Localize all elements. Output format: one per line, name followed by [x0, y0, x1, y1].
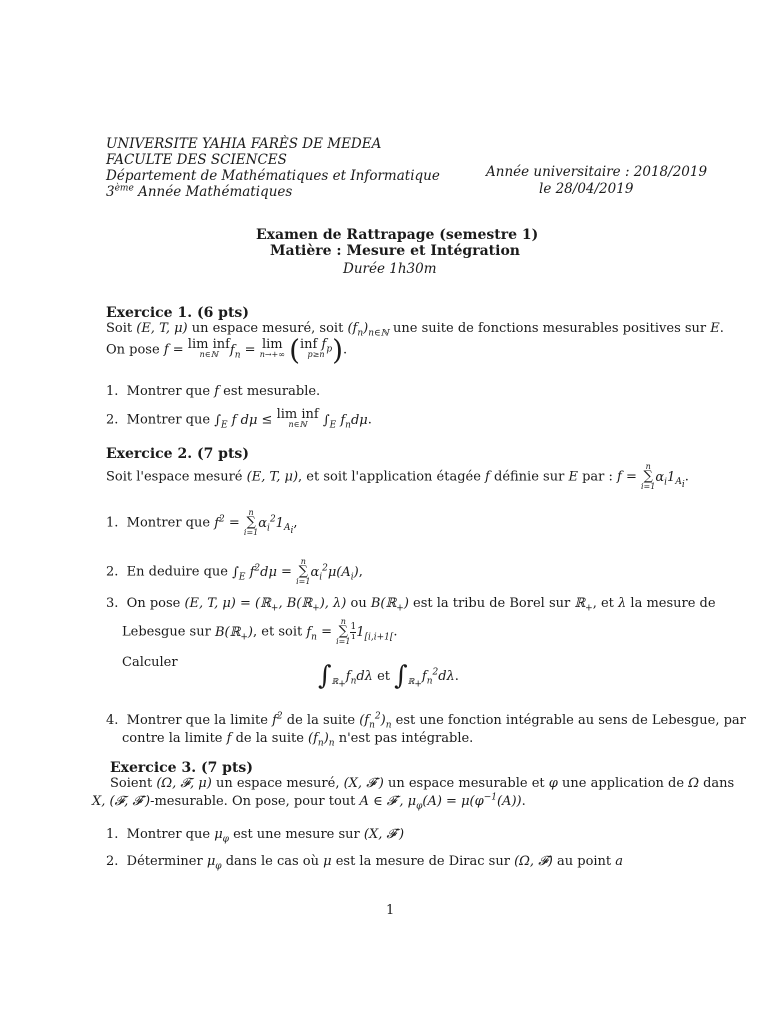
exercise-2-question-4: 4. Montrer que la limite $f^2$ de la suite $(f_n^2)_n$ est une fonction intégrable au sens de Lebesgue, par	[106, 711, 746, 731]
page-number: 1	[386, 903, 395, 918]
exercise-3-intro-cont: X, (𝓕, 𝓕′)-mesurable. On pose, pour tout A ∈ 𝓕′, $\mu_\varphi(A) = \mu(\varphi^{-1}(A))$.	[92, 792, 526, 812]
exam-date: le 28/04/2019	[539, 181, 634, 197]
exercise-2-intro: Soit l'espace mesuré (E, T, μ), et soit l'application étagée f définie sur E par : f = n ∑ i=1 $\alpha_i1_{A_i}$.	[106, 462, 689, 491]
university-name: UNIVERSITE YAHIA FARÈS DE MEDEA	[106, 136, 382, 152]
study-year: 3ème Année Mathématiques	[106, 183, 293, 200]
exercise-1-question-1: 1. Montrer que f est mesurable.	[106, 384, 321, 399]
exercise-2-question-3: 3. On pose (E, T, μ) = (ℝ$_+$, B(ℝ$_+$), λ) ou B(ℝ$_+$) est la tribu de Borel sur ℝ$_+$, et λ la mesure de	[106, 596, 716, 614]
exercise-1-intro: Soit (E, T, μ) un espace mesuré, soit $(f_n)_{n\in ℕ}$ une suite de fonctions mesurables positives sur E.	[106, 321, 724, 339]
exercise-3-heading: Exercice 3. (7 pts)	[110, 760, 253, 776]
exercise-2-question-1: 1. Montrer que $f^2$ = n ∑ i=1 $\alpha_i^21_{A_i}$,	[106, 508, 298, 537]
exercise-3-question-2: 2. Déterminer $\mu_\varphi$ dans le cas où μ est la mesure de Dirac sur (Ω, 𝓕) au point a	[106, 854, 624, 872]
exercise-2-question-2: 2. En deduire que $\int_E$ $f^2d\mu$ = n ∑ i=1 $\alpha_i^2\mu(A_i)$,	[106, 557, 363, 586]
exercise-1-question-2: 2. Montrer que $\int_E$ f dμ ≤ lim inf n∈ℕ $\int_E$ $f_nd\mu$.	[106, 407, 372, 431]
exercise-1-definition: On pose f = lim inf n∈ℕ $f_n$ = lim n→+∞ ( inf $f_p$ p≥n ).	[106, 333, 348, 367]
exercise-3-intro: Soient (Ω, 𝓕, μ) un espace mesuré, (X, 𝓕′) un espace mesurable et φ une application de Ω dans	[110, 776, 735, 791]
exercise-3-question-1: 1. Montrer que $\mu_\varphi$ est une mesure sur (X, 𝓕′)	[106, 827, 405, 845]
academic-year: Année universitaire : 2018/2019	[486, 164, 708, 180]
faculty-name: FACULTE DES SCIENCES	[106, 152, 287, 168]
department-name: Département de Mathématiques et Informatique	[106, 168, 440, 184]
exam-title: Examen de Rattrapage (semestre 1)	[256, 227, 539, 243]
exam-duration: Durée 1h30m	[343, 261, 437, 277]
exercise-2-question-3-cont: Lebesgue sur B(ℝ$_+$), et soit $f_n$ = n ∑ i=1 $\frac{1}{i}$ $1_{[i,i+1[}$.	[122, 617, 398, 646]
exercise-1-heading: Exercice 1. (6 pts)	[106, 305, 249, 321]
exercise-2-question-4-cont: contre la limite f de la suite $(f_n)_n$ n'est pas intégrable.	[122, 731, 474, 749]
calculer-label: Calculer	[122, 655, 178, 670]
integrals-to-compute: $\int_{ℝ_+}f_nd\lambda$ et $\int_{ℝ_+}f_n^2d\lambda$.	[318, 661, 459, 691]
exam-subject: Matière : Mesure et Intégration	[270, 243, 520, 259]
exercise-2-heading: Exercice 2. (7 pts)	[106, 446, 249, 462]
